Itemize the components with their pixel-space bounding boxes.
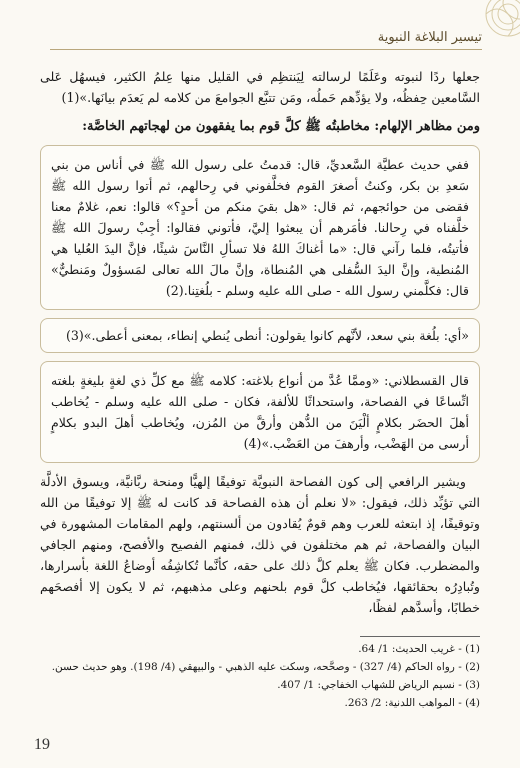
running-head: [50, 30, 482, 50]
section-heading: ومن مظاهر الإلهام: مخاطبتُه ﷺ كلَّ قوم بما يفقهون من لهجاتهم الخاصَّة:: [82, 119, 480, 134]
footnote-item: (2) - رواه الحاكم (4/ 327) - وصحَّحه، وسكت عليه الذهبي - والبيهقي (4/ 198). وهو حديث حسن.: [51, 661, 480, 673]
explanation-box: [40, 318, 480, 353]
qastallani-quote-box: [40, 361, 480, 463]
hadith-box: [40, 145, 480, 310]
footnotes: [40, 640, 480, 712]
footnote-item: (1) - غريب الحديث: 1/ 64.: [358, 643, 480, 655]
paragraph-rafii: ويشير الرافعي إلى كون الفصاحة النبويَّة توفيقًا إلهيًّا ومنحة ربَّانيَّة، ويسوق الأدلَّة التي تؤيِّد ذلك، فيقول: «لا نعلم أن هذه الفصاحة قد كانت له ﷺ إلا توفيقًا من الله وتوقيفًا، إذ ابتعثه للعرب وهم قومٌ يُقادون من ألسنتهم، ولهم المقامات المشهورة في البيان والفصاحة، ثم هم مختلفون في ذلك، فمنهم الفصيح والأفصح، ومنهم الجافي والمضطرب. فكان ﷺ يعلم كلَّ ذلك على حقه، كأنَّما تُكاشِفُه أوضاعُ اللغة بأسرارها، وتُبادِرُه بحقائقها، فيُخاطب كلَّ قوم بلحنهم وعلى مذهبهم، ثم لا يكون إلا أفصحَهم خطابًا، وأسدَّهم لفظًا،: [40, 474, 480, 615]
hadith-text: ففي حديث عطيَّة السَّعديِّ، قال: قدمتُ على رسول الله ﷺ في أناس من بني سَعدِ بن بكر، وكنتُ أصغرَ القوم فخلَّفوني في رِحالهم، ثم أتوا رسول الله ﷺ فقضى من حوائجهم، ثم قال: «هل بقيَ منكم من أحدٍ؟» قالوا: نعم، غلامٌ معنا خلَّفناه في رِحالنا. فأمَرهم أن يبعثوا إليَّ، فأتوني فقالوا: أجِبْ رسولَ الله ﷺ فأتيتُه، فلما رآني قال: «ما أغناكَ اللهُ فلا تسألِ النَّاسَ شيئًا، فإنَّ اليدَ العُليا هي المُنطية، وإنَّ اليدَ السُّفلى هي المُنطاة، وإنَّ مالَ الله تعالى لمَسؤولٌ ومَنطيٌّ» قال: فكلَّمني رسول الله - صلى الله عليه وسلم - بلُغتِنا.(2): [51, 157, 469, 298]
footnote-item: (4) - المواهب اللدنية: 2/ 263.: [344, 697, 480, 709]
page-number: 19: [34, 736, 50, 753]
footnote-item: (3) - نسيم الرياض للشهاب الخفاجي: 1/ 407.: [277, 679, 480, 691]
paragraph-intro: جعلها ردًا لنبوته وعَلَمًا لرسالته لِيَنتظِم في القليل منها عِلمُ الكثير، فيسهُل عَلى السَّامعين حِفظُه، ولا يؤدِّهم حَملُه، ومَن تتبَّع الجوامعَ من كلامه لم يَعدَم بيانَها.»(1): [40, 69, 480, 105]
book-title: تيسير البلاغة النبوية: [377, 30, 482, 45]
footnote-separator: [360, 636, 480, 637]
qastallani-quote: قال القسطلاني: «وممَّا عُدَّ من أنواع بلاغته: كلامه ﷺ مع كلِّ ذي لغةٍ بليغةٍ بلغته اتِّساعًا في الفصاحة، واستحداثًا للألفة، فكان - صلى الله عليه وسلم - يُخاطب أهلَ الحضَر بكلامٍ ألْيَنَ من الدُّهن وأرقَّ من المُزن، ويُخاطب أهلَ البدو بكلامٍ أرسى من الهَضْب، وأرهفَ من العَضْب.»(4): [51, 373, 469, 451]
page-body: [40, 66, 480, 626]
explanation-text: «أي: بلُغة بني سعد، لأنَّهم كانوا يقولون: أنطى يُنطي إنطاء، بمعنى أعطى.»(3): [65, 328, 469, 343]
